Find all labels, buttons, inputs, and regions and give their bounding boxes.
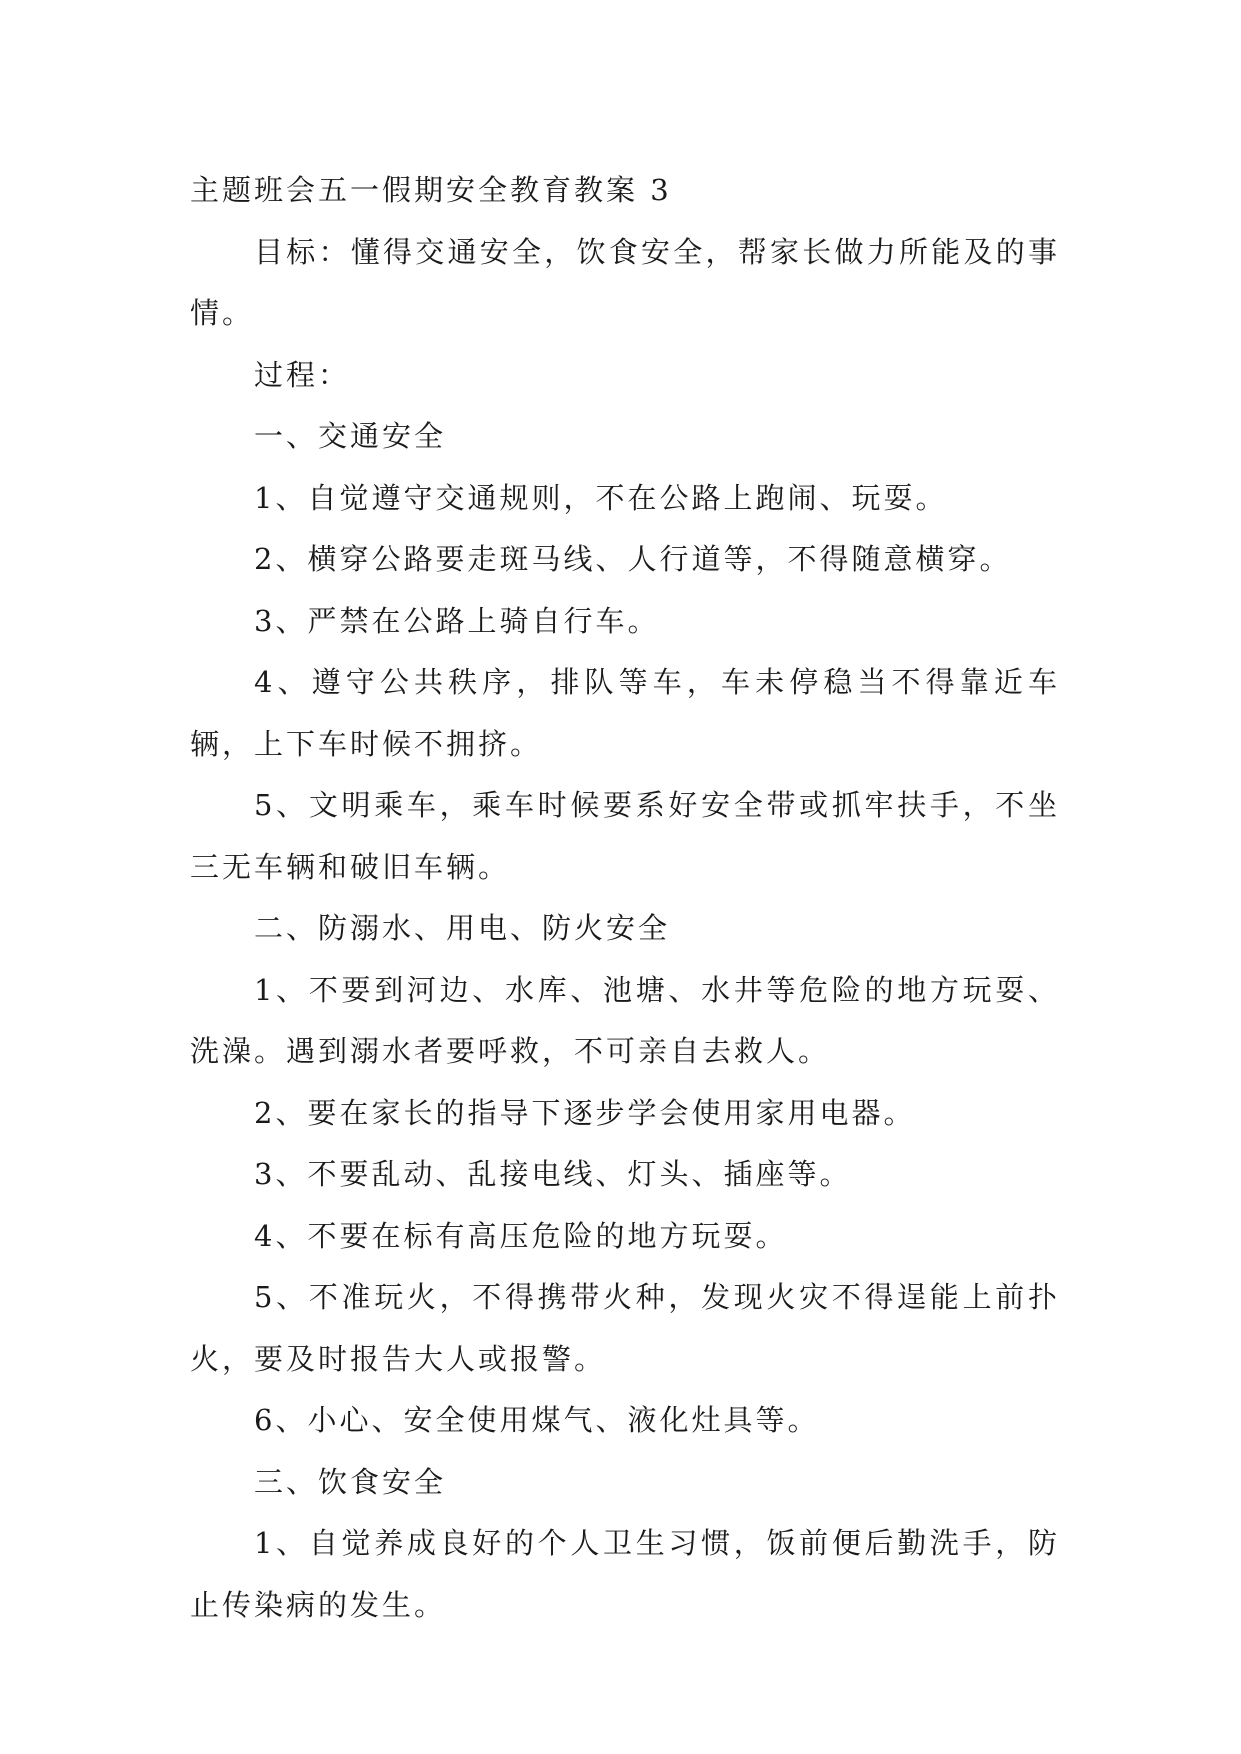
list-item: 3、不要乱动、乱接电线、灯头、插座等。 bbox=[254, 1157, 852, 1191]
process-label: 过程： bbox=[254, 357, 351, 392]
section-heading-traffic: 一、交通安全 bbox=[254, 419, 447, 453]
list-item: 1、自觉遵守交通规则，不在公路上跑闹、玩耍。 bbox=[254, 480, 948, 515]
list-item: 1、自觉养成良好的个人卫生习惯，饭前便后勤洗手，防止传染病的发生。 bbox=[190, 1526, 1060, 1622]
list-item: 1、不要到河边、水库、池塘、水井等危险的地方玩耍、洗澡。遇到溺水者要呼救，不可亲自去救人。 bbox=[190, 972, 1060, 1068]
list-item: 5、不准玩火，不得携带火种，发现火灾不得逞能上前扑火，要及时报告大人或报警。 bbox=[190, 1280, 1060, 1376]
section-heading-water-electric-fire: 二、防溺水、用电、防火安全 bbox=[254, 911, 671, 945]
list-item: 2、要在家长的指导下逐步学会使用家用电器。 bbox=[254, 1095, 916, 1130]
list-item: 2、横穿公路要走斑马线、人行道等，不得随意横穿。 bbox=[254, 542, 1012, 576]
section-heading-food: 三、饮食安全 bbox=[254, 1464, 447, 1499]
list-item: 3、严禁在公路上骑自行车。 bbox=[254, 603, 660, 638]
goal-paragraph: 目标：懂得交通安全，饮食安全，帮家长做力所能及的事情。 bbox=[190, 234, 1060, 330]
document-title: 主题班会五一假期安全教育教案 3 bbox=[190, 173, 672, 207]
list-item: 5、文明乘车，乘车时候要系好安全带或抓牢扶手，不坐三无车辆和破旧车辆。 bbox=[190, 788, 1060, 884]
list-item: 6、小心、安全使用煤气、液化灶具等。 bbox=[254, 1403, 820, 1437]
list-item: 4、不要在标有高压危险的地方玩耍。 bbox=[254, 1218, 788, 1253]
list-item: 4、遵守公共秩序，排队等车，车未停稳当不得靠近车辆，上下车时候不拥挤。 bbox=[190, 665, 1060, 761]
document-body bbox=[190, 160, 1060, 1636]
